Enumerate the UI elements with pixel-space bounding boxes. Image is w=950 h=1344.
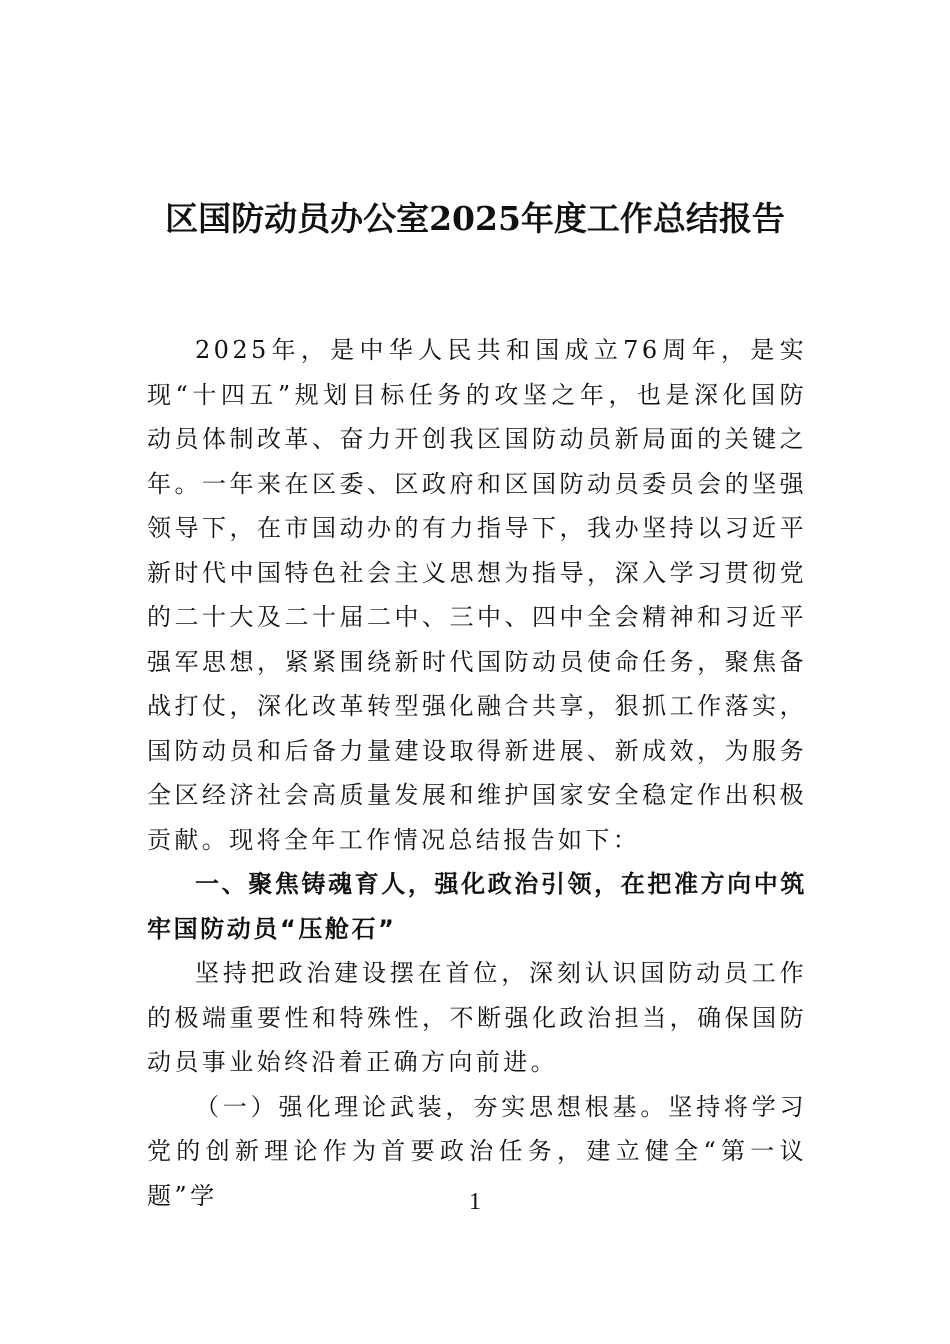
- document-title: 区国防动员办公室2025年度工作总结报告: [165, 199, 785, 238]
- page-number: 1: [469, 1189, 481, 1215]
- section-1-paragraph: 坚持把政治建设摆在首位，深刻认识国防动员工作的极端重要性和特殊性，不断强化政治担当，确保国防动员事业始终沿着正确方向前进。: [147, 959, 807, 1076]
- section-heading-1: 一、聚焦铸魂育人，强化政治引领，在把准方向中筑牢国防动员“压舱石”: [147, 870, 807, 943]
- subsection-1-paragraph: （一）强化理论武装，夯实思想根基。坚持将学习党的创新理论作为首要政治任务，建立健全“第一议题”学: [147, 1092, 807, 1210]
- intro-paragraph: 2025年，是中华人民共和国成立76周年，是实现“十四五”规划目标任务的攻坚之年，也是深化国防动员体制改革、奋力开创我区国防动员新局面的关键之年。一年来在区委、区政府和区国防动员委员会的坚强领导下，在市国动办的有力指导下，我办坚持以习近平新时代中国特色社会主义思想为指导，深入学习贯彻党的二十大及二十届二中、三中、四中全会精神和习近平强军思想，紧紧围绕新时代国防动员使命任务，聚焦备战打仗，深化改革转型强化融合共享，狠抓工作落实，国防动员和后备力量建设取得新进展、新成效，为服务全区经济社会高质量发展和维护国家安全稳定作出积极贡献。现将全年工作情况总结报告如下：: [147, 336, 807, 854]
- document-body: [147, 328, 807, 1218]
